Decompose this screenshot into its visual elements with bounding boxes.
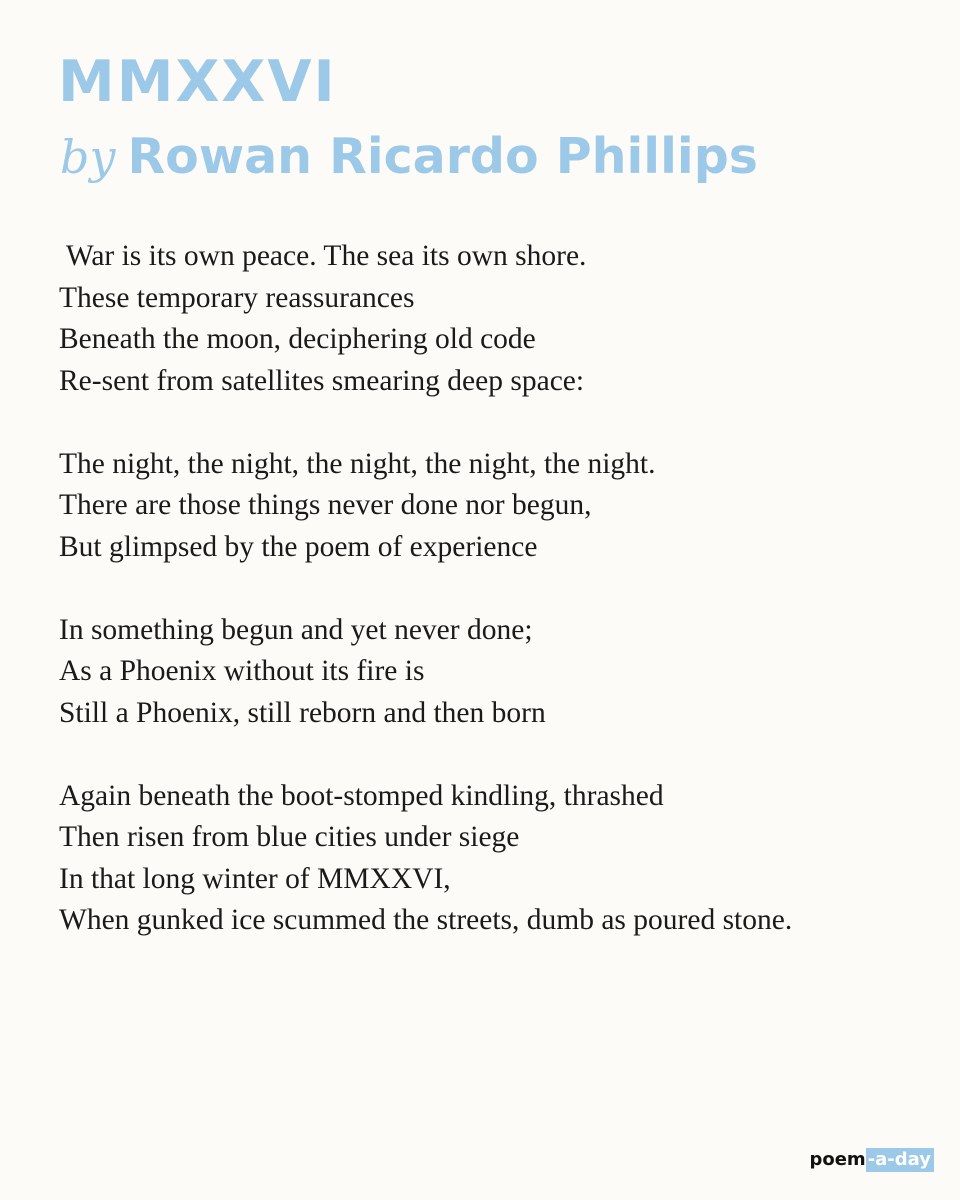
poem-line: The night, the night, the night, the night, the night. xyxy=(59,447,656,480)
stanza xyxy=(59,610,792,735)
stanza xyxy=(59,236,792,402)
byline xyxy=(60,128,758,185)
poem-line: In that long winter of MMXXVI, xyxy=(59,862,451,895)
poem-line: As a Phoenix without its fire is xyxy=(59,655,425,687)
poem-line: War is its own peace. The sea its own shore. xyxy=(59,240,587,272)
logo-text-a-day: -a-day xyxy=(866,1148,934,1172)
poem-line: Then risen from blue cities under siege xyxy=(59,821,520,853)
poem-line: Again beneath the boot-stomped kindling, thrashed xyxy=(59,779,664,812)
poem-line: These temporary reassurances xyxy=(59,281,415,314)
poem-line: There are those things never done nor begun, xyxy=(59,489,592,521)
poem-a-day-logo xyxy=(809,1148,934,1172)
poem-line: Still a Phoenix, still reborn and then born xyxy=(59,696,546,729)
logo-text-poem: poem xyxy=(809,1149,866,1170)
poem-line: Re-sent from satellites smearing deep space: xyxy=(59,364,585,397)
poem-line: When gunked ice scummed the streets, dumb as poured stone. xyxy=(59,904,793,936)
poem-line: Beneath the moon, deciphering old code xyxy=(59,323,536,355)
stanza xyxy=(59,776,792,942)
byline-by: by xyxy=(60,130,116,184)
poem-body xyxy=(59,236,792,983)
poem-line: But glimpsed by the poem of experience xyxy=(59,530,538,563)
poem-line: In something begun and yet never done; xyxy=(59,613,533,646)
stanza xyxy=(59,444,792,569)
poem-title: MMXXVI xyxy=(58,49,337,115)
author-name: Rowan Ricardo Phillips xyxy=(127,128,758,185)
